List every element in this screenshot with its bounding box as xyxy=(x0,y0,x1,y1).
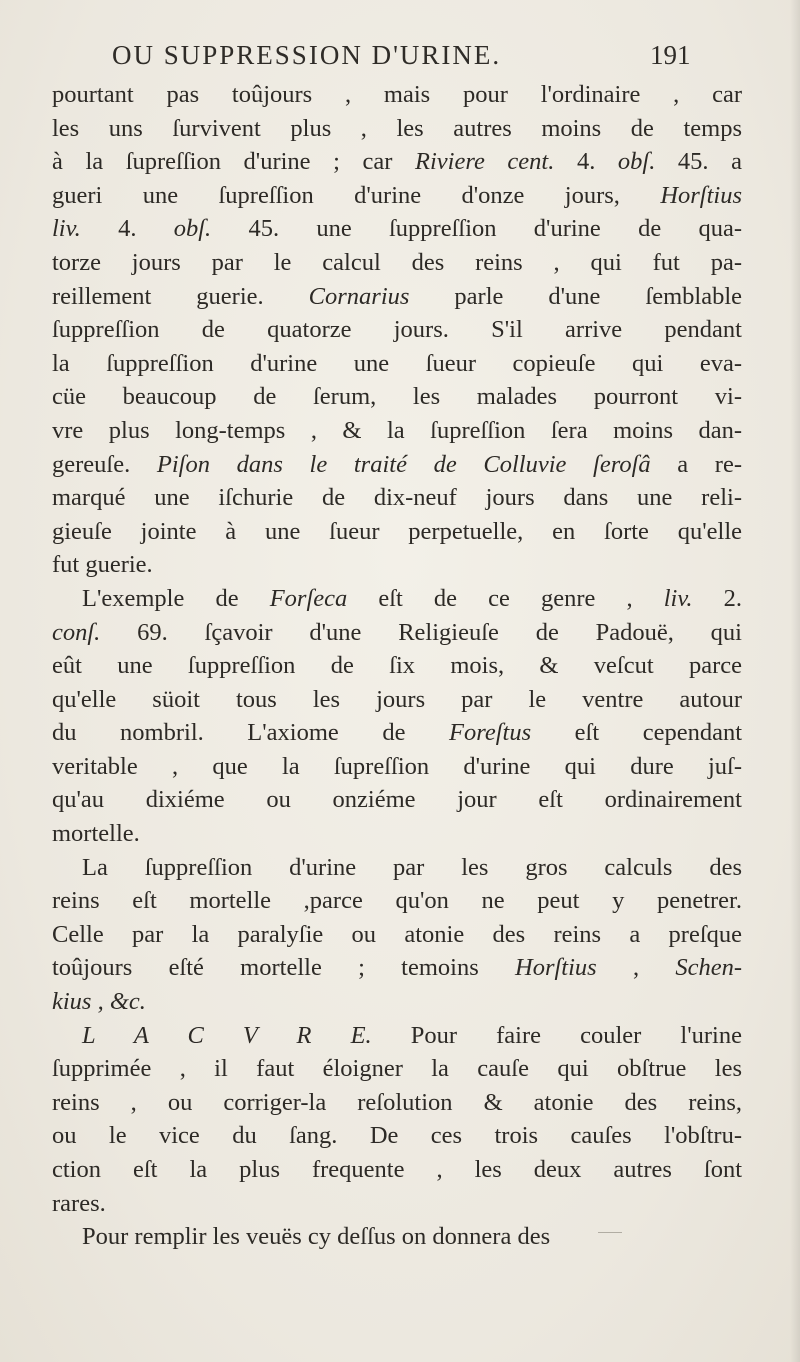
text-run: eût une ſuppreſſion de ſix mois, & veſcut parce xyxy=(52,652,742,680)
text-line xyxy=(52,716,742,750)
italic-citation: liv. xyxy=(52,215,81,243)
italic-citation: obſ. xyxy=(617,148,656,176)
text-line xyxy=(52,1153,742,1187)
text-line xyxy=(52,1187,742,1221)
text-run: L'exemple de xyxy=(82,584,270,612)
text-line xyxy=(52,246,742,280)
italic-citation: Forſeca xyxy=(269,584,348,612)
italic-citation: obſ. xyxy=(173,215,212,243)
text-run: 69. ſçavoir d'une Religieuſe de Padouë, qui xyxy=(100,618,742,646)
text-run: Celle par la paralyſie ou atonie des reins a preſque xyxy=(52,920,742,948)
italic-citation: Riviere cent. xyxy=(415,148,555,176)
text-run: à la ſupreſſion d'urine ; car xyxy=(52,148,416,176)
text-line xyxy=(52,683,742,717)
italic-citation: liv. xyxy=(663,584,693,612)
italic-citation: L A C V R E. xyxy=(82,1021,372,1049)
text-run: cüe beaucoup de ſerum, les malades pourront vi- xyxy=(52,383,742,411)
text-line xyxy=(52,1052,742,1086)
text-run: gieuſe jointe à une ſueur perpetuelle, en ſorte qu'elle xyxy=(52,517,742,545)
text-run: eſt de ce genre , xyxy=(347,584,664,612)
text-line xyxy=(52,179,742,213)
text-line xyxy=(52,1220,742,1254)
text-run: parle d'une ſemblable xyxy=(409,282,743,310)
text-run: les uns ſurvivent plus , les autres moins de temps xyxy=(52,114,742,142)
bottom-rule xyxy=(598,1232,622,1233)
text-run: veritable , que la ſupreſſion d'urine qui dure juſ- xyxy=(52,752,742,780)
text-run: ction eſt la plus frequente , les deux autres ſont xyxy=(52,1156,742,1183)
text-line xyxy=(52,145,742,179)
text-line xyxy=(52,414,742,448)
text-run: Pour remplir les veuës cy deſſus on donnera des xyxy=(82,1223,551,1251)
text-line xyxy=(52,750,742,784)
text-line xyxy=(52,112,742,146)
text-run: du nombril. L'axiome de xyxy=(52,719,449,747)
text-run: reins , ou corriger-la reſolution & atonie des reins, xyxy=(52,1088,742,1116)
text-line xyxy=(52,313,742,347)
text-run: 45. a xyxy=(655,148,743,176)
text-run: marqué une iſchurie de dix-neuf jours dans une reli- xyxy=(52,484,742,512)
italic-citation: kius , &c. xyxy=(52,988,146,1016)
text-line xyxy=(52,918,742,952)
text-line xyxy=(52,985,742,1019)
text-line xyxy=(52,1119,742,1153)
italic-citation: Foreſtus xyxy=(449,719,532,747)
text-run: fut guerie. xyxy=(52,551,153,579)
text-line xyxy=(52,212,742,246)
italic-citation: Cornarius xyxy=(308,282,410,310)
page-edge-shadow xyxy=(790,0,800,1362)
text-run: vre plus long-temps , & la ſupreſſion ſera moins dan- xyxy=(52,416,742,444)
text-run: gereuſe. xyxy=(52,450,157,478)
body-text xyxy=(52,78,742,1254)
text-line xyxy=(52,280,742,314)
text-line xyxy=(52,481,742,515)
text-run: la ſuppreſſion d'urine une ſueur copieuſe qui eva- xyxy=(52,349,742,377)
italic-citation: Schen- xyxy=(675,954,743,982)
italic-citation: Horſtius xyxy=(515,954,597,982)
text-run: , xyxy=(596,954,676,982)
text-run: toûjours eſté mortelle ; temoins xyxy=(52,954,515,982)
text-run: ſuppreſſion de quatorze jours. S'il arrive pendant xyxy=(52,316,742,344)
text-run: reillement guerie. xyxy=(52,282,309,310)
running-head: OU SUPPRESSION D'URINE. xyxy=(112,40,502,70)
text-line xyxy=(52,582,742,616)
text-run: eſt cependant xyxy=(531,719,743,747)
text-run: ou le vice du ſang. De ces trois cauſes l'obſtru- xyxy=(52,1122,742,1150)
text-run: gueri une ſupreſſion d'urine d'onze jours, xyxy=(52,181,661,209)
text-run: 4. xyxy=(80,215,174,243)
text-line xyxy=(52,515,742,549)
text-run: Pour faire couler l'urine xyxy=(371,1021,742,1049)
text-run: a re- xyxy=(650,450,743,478)
italic-citation: Horſtius xyxy=(660,181,742,209)
text-run: 2. xyxy=(692,584,742,612)
text-run: mortelle. xyxy=(52,820,140,848)
text-line xyxy=(52,448,742,482)
text-run: pourtant pas toûjours , mais pour l'ordinaire , car xyxy=(52,81,742,108)
text-line xyxy=(52,783,742,817)
text-line xyxy=(52,884,742,918)
text-line xyxy=(52,649,742,683)
text-run: reins eſt mortelle ,parce qu'on ne peut y penetrer. xyxy=(52,887,742,915)
text-line xyxy=(52,1086,742,1120)
text-run: 4. xyxy=(554,148,618,176)
text-run: qu'au dixiéme ou onziéme jour eſt ordinairement xyxy=(52,786,742,814)
text-line xyxy=(52,78,742,112)
text-run: La ſuppreſſion d'urine par les gros calculs des xyxy=(82,853,742,881)
text-run: rares. xyxy=(52,1189,106,1217)
text-line xyxy=(52,548,742,582)
text-line xyxy=(52,951,742,985)
text-run: ſupprimée , il faut éloigner la cauſe qui obſtrue les xyxy=(52,1055,742,1083)
text-line xyxy=(52,817,742,851)
text-run: qu'elle süoit tous les jours par le ventre autour xyxy=(52,685,742,713)
text-line xyxy=(52,616,742,650)
text-run: 45. une ſuppreſſion d'urine de qua- xyxy=(211,215,743,243)
italic-citation: conſ. xyxy=(52,618,101,646)
text-run: torze jours par le calcul des reins , qui fut pa- xyxy=(52,248,742,276)
text-line xyxy=(52,380,742,414)
page-number: 191 xyxy=(650,40,691,70)
text-line xyxy=(52,347,742,381)
text-line xyxy=(52,851,742,885)
text-line xyxy=(52,1019,742,1053)
italic-citation: Piſon dans le traité de Colluvie ſeroſâ xyxy=(156,450,651,478)
